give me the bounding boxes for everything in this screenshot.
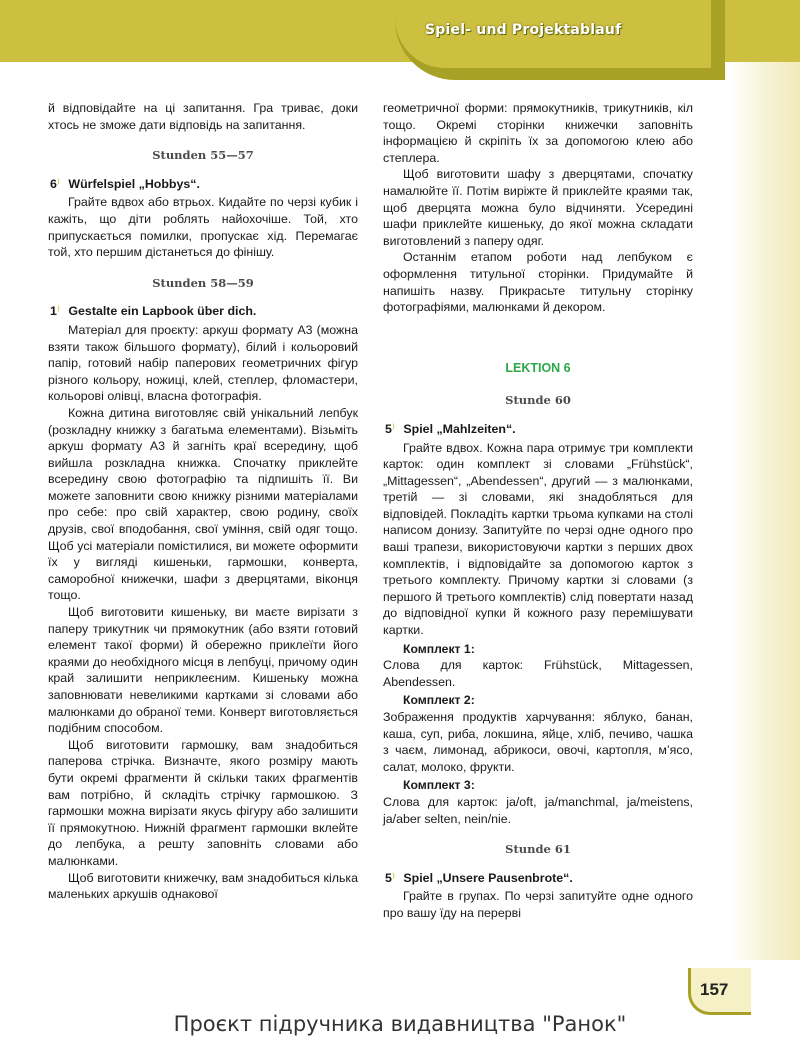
lesson-heading: Stunde 60 bbox=[505, 393, 571, 408]
lesson-heading: Stunden 58—59 bbox=[152, 275, 254, 290]
task-title: Spiel „Unsere Pausenbrote“. bbox=[403, 870, 573, 885]
task-number: 1⁾ bbox=[50, 304, 60, 319]
paragraph: Зображення продуктів харчування: яблуко, банан, каша, суп, риба, локшина, яйце, хліб, печиво, чашка з чаєм, лимонад, абрикоси, овочі, картопля, м’ясо, салат, молоко, фрукти. bbox=[383, 710, 693, 774]
paragraph: Грайте вдвох. Кожна пара отримує три комплекти карток: один комплект зі словами „Frühstück“, „Mittagessen“, „Abendessen“, другий — з малюнками, третій — зі словами, які знадобляться для відповідей. Покладіть картки трьома купками на столі написом донизу. Запитуйте по черзі одне одного про ваші трапези, використовуючи картки з перших двох комплектів, і відповідайте за допомогою карток з третього комплекту. Причому картки зі словами (з першого й третього комплектів) слід повертати назад до відповідної купки й кожного разу перемішувати картки. bbox=[383, 440, 693, 638]
task-heading bbox=[383, 421, 693, 438]
set-heading: Комплект 1: bbox=[403, 641, 475, 656]
paragraph: Щоб виготовити гармошку, вам знадобиться паперова стрічка. Визначте, якого розміру мають бути окремі фрагменти й скільки таких фрагментів вам потрібно, й складіть стрічку гармошкою. З гармошки можна вирізати якусь фігуру або залишити її прямокутною. Нижній фрагмент гармошки вклейте до лепбука, а решту заповніть словами або малюнками. bbox=[48, 737, 358, 868]
lesson-heading: Stunden 55—57 bbox=[152, 148, 254, 163]
paragraph: Останнім етапом роботи над лепбуком є оформлення титульної сторінки. Придумайте й напишіть назву. Прикрасьте титульну сторінку фотографіями, малюнками й декором. bbox=[383, 250, 693, 315]
page-number: 157 bbox=[700, 980, 729, 999]
side-decoration-band bbox=[730, 60, 800, 960]
left-column bbox=[48, 100, 358, 903]
paragraph: Грайте вдвох або втрьох. Кидайте по черзі кубик і кажіть, що діти роблять найохочіше. Той, хто припускається помилки, пропускає хід. Перемагає той, хто першим дістанеться до фінішу. bbox=[48, 195, 358, 260]
task-title: Würfelspiel „Hobbys“. bbox=[68, 176, 200, 191]
task-title: Spiel „Mahlzeiten“. bbox=[403, 421, 516, 436]
paragraph: Слова для карток: ja/oft, ja/manchmal, ja/meistens, ja/aber selten, nein/nie. bbox=[383, 794, 693, 826]
task-heading bbox=[383, 870, 693, 887]
set-heading: Комплект 2: bbox=[403, 693, 475, 708]
paragraph: Щоб виготовити шафу з дверцятами, спочатку намалюйте її. Потім виріжте й приклейте краями так, щоб дверцята можна було відчиняти. Усередині шафи приклейте кишеньку, до якої можна складати виготовлений з паперу одяг. bbox=[383, 167, 693, 248]
task-heading bbox=[48, 176, 358, 193]
paragraph: й відповідайте на ці запитання. Гра триває, доки хтось не зможе дати відповідь на запитання. bbox=[48, 101, 358, 132]
task-heading bbox=[48, 303, 358, 320]
task-number: 6⁾ bbox=[50, 176, 60, 191]
paragraph: Матеріал для проєкту: аркуш формату А3 (можна взяти також більшого формату), білий і кольоровий папір, готовий набір паперових геометричних фігур різного кольору, ножиці, клей, степлер, фломастери, кольорові олівці, власна фотографія. bbox=[48, 322, 358, 404]
paragraph: Слова для карток: Frühstück, Mittagessen, Abendessen. bbox=[383, 658, 693, 689]
paragraph: геометричної форми: прямокутників, трикутників, кіл тощо. Окремі сторінки книжечки заповніть інформацією й скріпіть їх за допомогою клею або степлера. bbox=[383, 101, 693, 165]
task-title: Gestalte ein Lapbook über dich. bbox=[68, 304, 257, 319]
right-column bbox=[383, 100, 693, 922]
lektion-heading: LEKTION 6 bbox=[505, 360, 571, 375]
task-number: 5⁾ bbox=[385, 421, 395, 436]
task-number: 5⁾ bbox=[385, 870, 395, 885]
footer-caption: Проєкт підручника видавництва "Ранок" bbox=[173, 1012, 627, 1036]
paragraph: Щоб виготовити кишеньку, ви маєте вирізати з паперу трикутник чи прямокутник (або взяти готовий елемент такої форми) й обережно приклеїти його краями до необхідного місця в лепбуці, причому один край залишити неприклеєним. Кишеньку можна заповнювати невеликими картками зі словами або малюнками до обраної теми. Конверт виготовляється подібним способом. bbox=[48, 605, 358, 736]
paragraph: Грайте в групах. По черзі запитуйте одне одного про вашу їду на перерві bbox=[383, 889, 693, 920]
paragraph: Кожна дитина виготовляє свій унікальний лепбук (розкладну книжку з багатьма елементами). Візьміть аркуш формату А3 й загніть краї всередину, щоб вийшла розкладна книжка. Спочатку приклейте всередину свою фотографію та підпишіть її. Ви можете заповнити свою книжку різними матеріалами про себе: про свій характер, свою родину, своїх друзів, свої вподобання, свої уміння, свій одяг тощо. Щоб усі матеріали помістилися, ви можете оформити їх у вигляді кишеньки, гармошки, конверта, саморобної книжечки, шафи з дверцятами, віконця тощо. bbox=[48, 405, 358, 603]
lesson-heading: Stunde 61 bbox=[505, 842, 571, 857]
paragraph: Щоб виготовити книжечку, вам знадобиться кілька маленьких аркушів однакової bbox=[48, 870, 358, 902]
set-heading: Комплект 3: bbox=[403, 778, 475, 793]
section-header-title: Spiel- und Projektablauf bbox=[425, 22, 622, 38]
